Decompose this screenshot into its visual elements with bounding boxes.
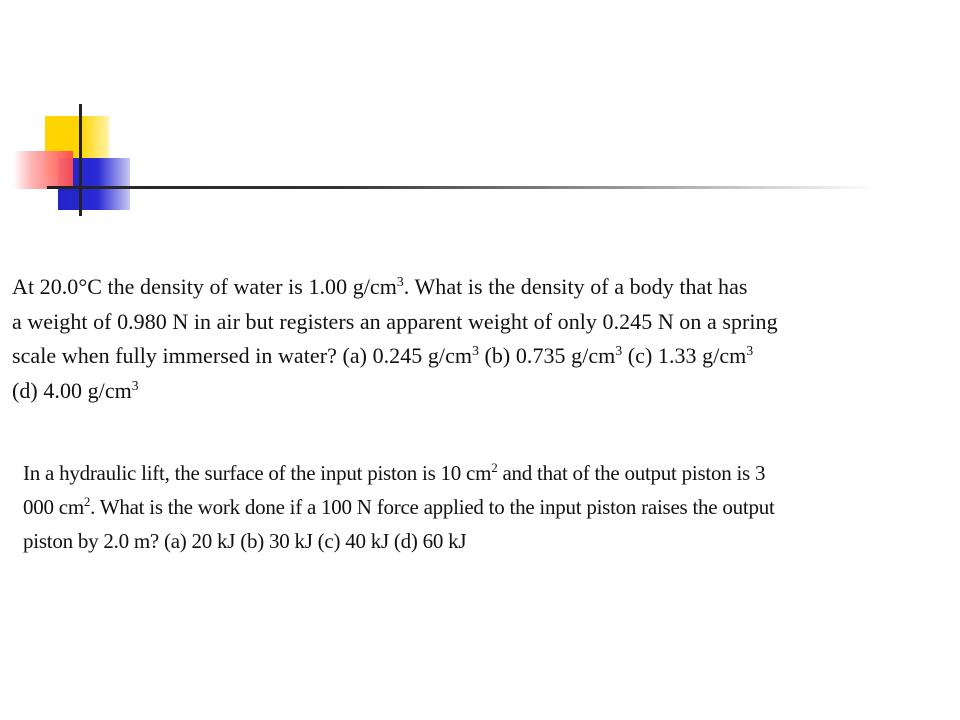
- problem-hydraulic-lift: [23, 456, 948, 558]
- slide-decoration: [0, 0, 960, 240]
- vertical-rule: [79, 104, 82, 216]
- problem-density: [12, 270, 948, 408]
- horizontal-rule: [47, 186, 877, 189]
- red-square-decoration: [13, 151, 73, 189]
- problem-line: At 20.0°C the density of water is 1.00 $g/cm^3$. What is the density of a body that has: [12, 273, 748, 299]
- problem-line: a weight of 0.980 N in air but registers an apparent weight of only 0.245 N on a spring: [12, 308, 778, 334]
- problem-line: (d) 4.00 $g/cm^3$: [12, 377, 139, 403]
- problem-line: In a hydraulic lift, the surface of the input piston is 10 $cm^2$ and that of the output piston is 3: [23, 460, 766, 485]
- problem-line: scale when fully immersed in water? (a) 0.245 $g/cm^3$ (b) 0.735 $g/cm^3$ (c) 1.33 $g/cm^3$: [12, 342, 754, 368]
- problem-line: piston by 2.0 m? (a) 20 kJ (b) 30 kJ (c) 40 kJ (d) 60 kJ: [23, 529, 467, 553]
- problem-line: 000 $cm^2$. What is the work done if a 100 N force applied to the input piston raises the output: [23, 494, 775, 519]
